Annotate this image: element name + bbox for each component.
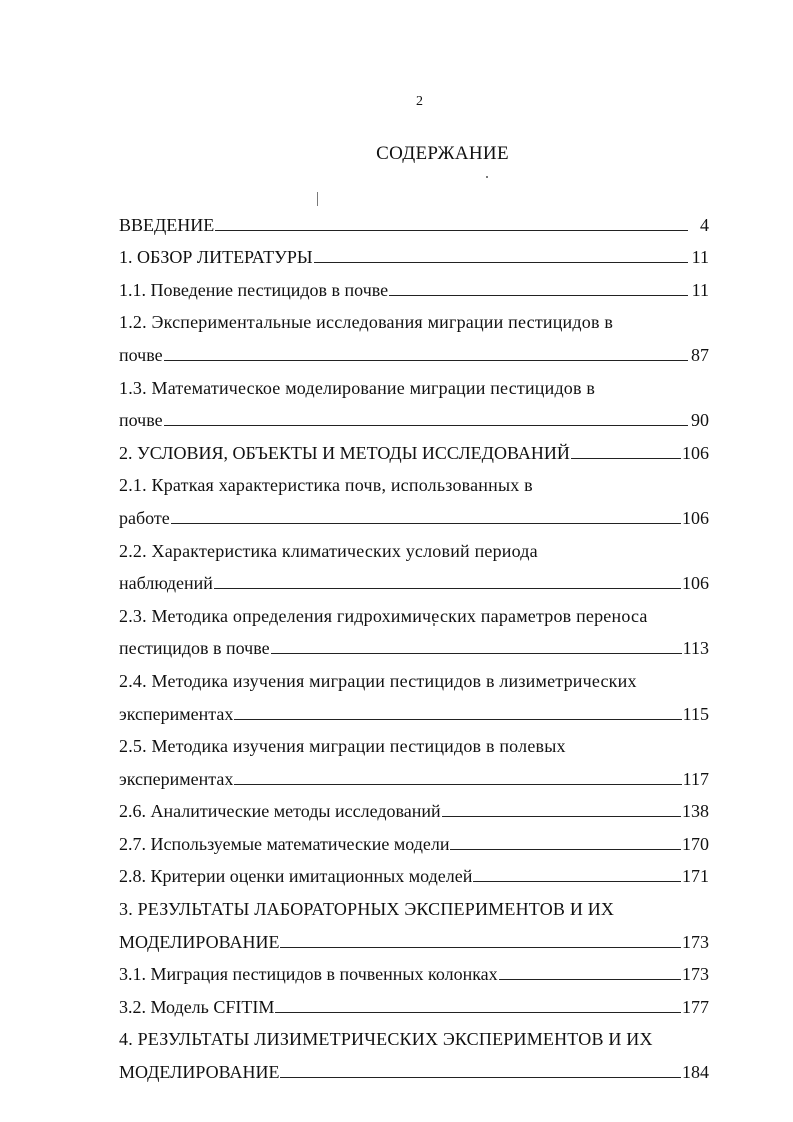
toc-entry-title: 1. ОБЗОР ЛИТЕРАТУРЫ xyxy=(119,247,313,268)
toc-entry xyxy=(119,301,709,334)
toc-entry-page: 177 xyxy=(682,996,709,1017)
toc-entry-title: 1.2. Экспериментальные исследования миграции пестицидов в xyxy=(119,312,614,333)
scan-speck xyxy=(486,176,488,178)
toc-entry-title: экспериментах xyxy=(119,703,234,724)
toc-entry xyxy=(119,203,709,236)
toc-leader-line xyxy=(164,360,688,361)
toc-entry-title: 3.2. Модель CFITIM xyxy=(119,996,275,1017)
toc-entry-title: 2.6. Аналитические методы исследований xyxy=(119,801,441,822)
toc-entry xyxy=(119,757,709,790)
toc-leader-line xyxy=(280,947,681,948)
toc-entry-title: 1.1. Поведение пестицидов в почве xyxy=(119,279,389,300)
toc-entry-page: 90 xyxy=(691,410,709,431)
toc-leader-line xyxy=(275,1012,681,1013)
toc-entry xyxy=(119,855,709,888)
toc-entry xyxy=(119,1018,709,1051)
toc-entry-page: 106 xyxy=(682,442,709,463)
toc-leader-line xyxy=(450,849,681,850)
toc-entry-title: 3. РЕЗУЛЬТАТЫ ЛАБОРАТОРНЫХ ЭКСПЕРИМЕНТОВ И ИХ xyxy=(119,899,615,920)
toc-entry-page: 113 xyxy=(682,638,709,659)
toc-entry-title: 2.3. Методика определения гидрохимических параметров переноса xyxy=(119,605,648,626)
toc-entry xyxy=(119,333,709,366)
toc-entry-title: МОДЕЛИРОВАНИЕ xyxy=(119,1062,280,1083)
toc-entry-title: 3.1. Миграция пестицидов в почвенных колонках xyxy=(119,964,498,985)
toc-entry xyxy=(119,236,709,269)
toc-leader-line xyxy=(164,425,688,426)
toc-entry-page: 173 xyxy=(682,931,709,952)
toc-entry-title: ВВЕДЕНИЕ xyxy=(119,214,215,235)
toc-leader-line xyxy=(499,979,681,980)
toc-leader-line xyxy=(171,523,681,524)
toc-entry-page: 117 xyxy=(682,768,709,789)
toc-entry xyxy=(119,1050,709,1083)
toc-entry xyxy=(119,464,709,497)
toc-entry xyxy=(119,562,709,595)
toc-entry-title: наблюдений xyxy=(119,573,213,594)
toc-entry xyxy=(119,920,709,953)
page-number: 2 xyxy=(416,94,423,109)
toc-leader-line xyxy=(442,816,681,817)
toc-entry xyxy=(119,399,709,432)
toc-entry-title: работе xyxy=(119,507,170,528)
toc-entry xyxy=(119,496,709,529)
toc-entry-title: 2.5. Методика изучения миграции пестицидов в полевых xyxy=(119,736,566,757)
toc-leader-line xyxy=(234,719,681,720)
toc-entry xyxy=(119,268,709,301)
toc-leader-line xyxy=(215,230,688,231)
toc-entry-page: 106 xyxy=(682,573,709,594)
toc-entry xyxy=(119,953,709,986)
toc-entry-title: 2.8. Критерии оценки имитационных моделей xyxy=(119,866,473,887)
toc-entry-page: 115 xyxy=(682,703,709,724)
toc-entry-title: экспериментах xyxy=(119,768,234,789)
toc-entry-title: 2. УСЛОВИЯ, ОБЪЕКТЫ И МЕТОДЫ ИССЛЕДОВАНИЙ xyxy=(119,442,570,463)
toc-entry-page: 11 xyxy=(691,247,709,268)
toc-entry-title: МОДЕЛИРОВАНИЕ xyxy=(119,931,280,952)
toc-leader-line xyxy=(389,295,688,296)
toc-entry-page: 170 xyxy=(682,833,709,854)
toc-entry xyxy=(119,627,709,660)
toc-entry xyxy=(119,887,709,920)
table-of-contents xyxy=(119,203,709,1083)
toc-entry xyxy=(119,790,709,823)
toc-entry-page: 11 xyxy=(691,279,709,300)
toc-leader-line xyxy=(280,1077,681,1078)
page-title: СОДЕРЖАНИЕ xyxy=(376,143,509,164)
toc-entry xyxy=(119,529,709,562)
toc-leader-line xyxy=(234,784,681,785)
toc-entry-page: 87 xyxy=(691,344,709,365)
toc-entry-page: 4 xyxy=(700,214,709,235)
toc-entry xyxy=(119,725,709,758)
toc-entry xyxy=(119,692,709,725)
toc-entry-title: пестицидов в почве xyxy=(119,638,270,659)
toc-entry-title: 2.2. Характеристика климатических условий периода xyxy=(119,540,538,561)
toc-entry xyxy=(119,822,709,855)
toc-leader-line xyxy=(571,458,681,459)
toc-entry-page: 138 xyxy=(682,801,709,822)
toc-leader-line xyxy=(214,588,681,589)
toc-entry xyxy=(119,594,709,627)
toc-entry xyxy=(119,366,709,399)
toc-entry-page: 171 xyxy=(682,866,709,887)
toc-entry-title: 2.1. Краткая характеристика почв, использованных в xyxy=(119,475,533,496)
toc-entry xyxy=(119,985,709,1018)
toc-entry-title: почве xyxy=(119,410,163,431)
toc-entry xyxy=(119,431,709,464)
toc-entry-page: 106 xyxy=(682,507,709,528)
toc-entry-title: почве xyxy=(119,344,163,365)
toc-entry-title: 2.4. Методика изучения миграции пестицидов в лизиметрических xyxy=(119,670,637,691)
toc-entry-page: 173 xyxy=(682,964,709,985)
toc-leader-line xyxy=(473,881,681,882)
toc-entry-title: 2.7. Используемые математические модели xyxy=(119,833,450,854)
toc-leader-line xyxy=(314,262,688,263)
toc-entry-page: 184 xyxy=(682,1062,709,1083)
toc-entry-title: 1.3. Математическое моделирование миграции пестицидов в xyxy=(119,377,596,398)
toc-entry xyxy=(119,659,709,692)
toc-entry-title: 4. РЕЗУЛЬТАТЫ ЛИЗИМЕТРИЧЕСКИХ ЭКСПЕРИМЕНТОВ И ИХ xyxy=(119,1029,653,1050)
toc-leader-line xyxy=(271,653,682,654)
